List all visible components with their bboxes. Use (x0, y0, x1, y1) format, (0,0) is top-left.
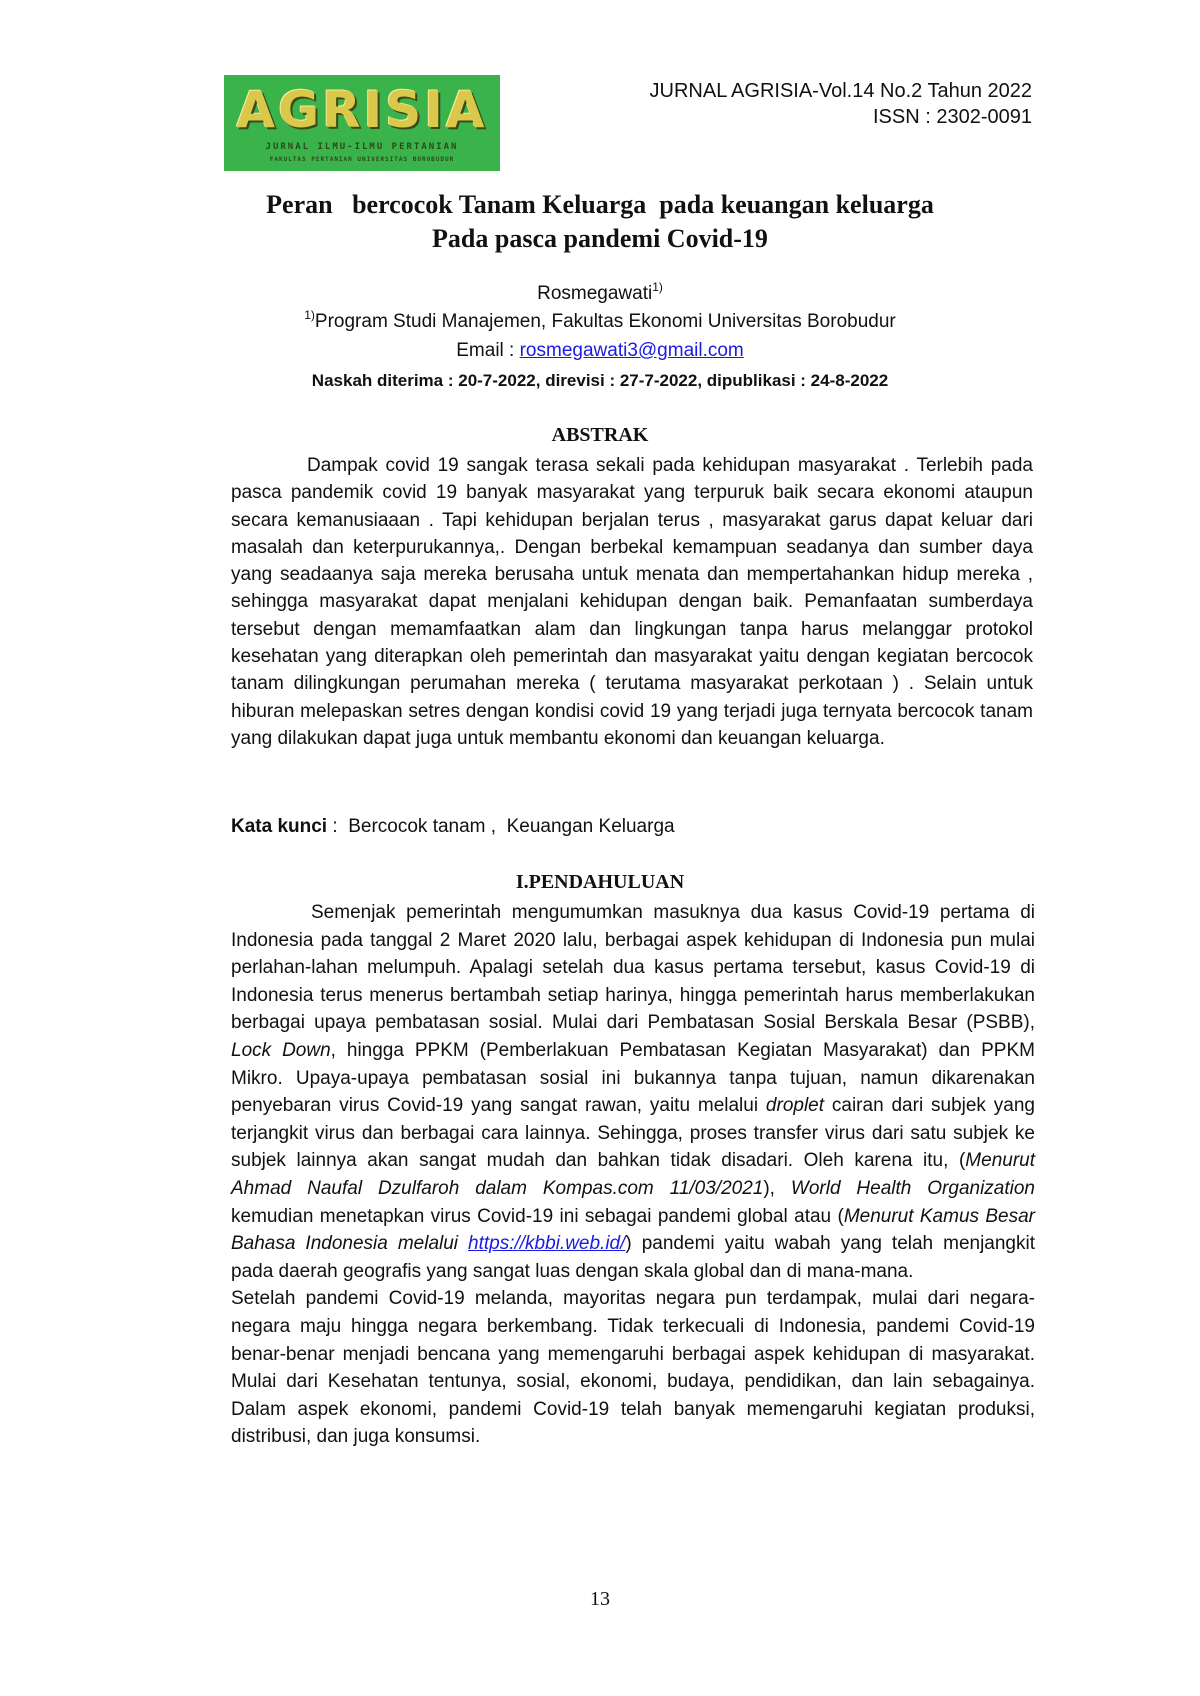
p1-who: World Health Organization (790, 1177, 1035, 1199)
logo-wordmark: AGRISIA (236, 81, 488, 139)
p1-text-e: kemudian menetapkan virus Covid-19 ini sebagai pandemi global atau ( (231, 1205, 844, 1227)
email-line (160, 340, 1040, 362)
affiliation-line (160, 308, 1040, 333)
journal-name: JURNAL AGRISIA-Vol.14 No.2 Tahun 2022 (649, 80, 1032, 102)
author-line (160, 280, 1040, 305)
p1-text-f: ) pandemi yaitu wabah yang telah menjangkit pada daerah geografis yang sangat luas dengan skala global dan di mana-mana. (231, 1233, 1035, 1282)
journal-header (650, 78, 1032, 130)
p1-citation-kbbi: Menurut Kamus Besar Bahasa Indonesia melalui (231, 1205, 1035, 1255)
p1-citation-kompas: Menurut Ahmad Naufal Dzulfaroh dalam Kompas.com 11/03/2021 (231, 1150, 1035, 1199)
p1-text-b: , hingga PPKM (Pemberlakuan Pembatasan Kegiatan Masyarakat) dan PPKM Mikro. Upaya-upaya pembatasan sosial ini bukannya tanpa tujuan, namun dikarenakan penyebaran virus Covid-19 yang sangat rawan, yaitu melalui (231, 1039, 1035, 1117)
journal-logo (224, 75, 500, 171)
kbbi-link[interactable]: https://kbbi.web.id/ (468, 1233, 626, 1255)
p1-text-c: cairan dari subjek yang terjangkit virus dan berbagai cara lainnya. Sehingga, proses transfer virus dari satu subjek ke subjek lainnya akan sangat mudah dan bahkan tidak disadari. Oleh karena itu, ( (231, 1095, 1035, 1172)
logo-subtitle: JURNAL ILMU-ILMU PERTANIAN (265, 142, 459, 152)
author-name: Rosmegawati (537, 283, 653, 304)
p1-text-a: Semenjak pemerintah mengumumkan masuknya dua kasus Covid-19 pertama di Indonesia pada tanggal 2 Maret 2020 lalu, berbagai aspek kehidupan di Indonesia pun mulai perlahan-lahan melumpuh. Apalagi setelah dua kasus pertama tersebut, kasus Covid-19 di Indonesia terus menerus bertambah setiap harinya, hingga pemerintah harus memberlakukan berbagai upaya pembatasan sosial. Mulai dari Pembatasan Sosial Berskala Besar (PSBB), (231, 902, 1035, 1034)
paragraph-1 (231, 899, 1035, 1285)
p1-text-d: ), (763, 1177, 791, 1199)
affiliation: Program Studi Manajemen, Fakultas Ekonomi Universitas Borobudur (314, 311, 896, 332)
p1-lockdown: Lock Down (231, 1039, 331, 1061)
title-line-1: Peran bercocok Tanam Keluarga pada keuangan keluarga (266, 190, 934, 219)
email-label: Email : (456, 340, 520, 361)
logo-subtitle-small: FAKULTAS PERTANIAN UNIVERSITAS BOROBUDUR (269, 156, 455, 163)
abstract-body (231, 452, 1033, 752)
section-heading-pendahuluan: I.PENDAHULUAN (515, 871, 685, 893)
keywords-line (231, 816, 675, 838)
abstract-heading: ABSTRAK (551, 424, 649, 446)
title-line-2: Pada pasca pandemi Covid-19 (432, 224, 768, 253)
section-body (231, 899, 1035, 1451)
p1-droplet: droplet (765, 1095, 825, 1117)
abstract-text: Dampak covid 19 sangak terasa sekali pada kehidupan masyarakat . Terlebih pada pasca pandemik covid 19 banyak masyarakat yang terpuruk baik secara ekonomi ataupun secara kemanusiaaan . Tapi kehidupan berjalan terus , masyarakat garus dapat keluar dari masalah dan keterpurukannya,. Dengan berbekal kemampuan seadanya dan sumber daya yang seadaanya saja mereka berusaha untuk menata dan mempertahankan hidup mereka , sehingga masyarakat dapat menjalani kehidupan dengan baik. Pemanfaatan sumberdaya tersebut dengan memamfaatkan alam dan lingkungan tanpa harus melanggar protokol kesehatan yang diterapkan oleh pemerintah dan masyarakat yaitu dengan kegiatan bercocok tanam dilingkungan perumahan mereka ( terutama masyarakat perkotaan ) . Selain untuk hiburan melepaskan setres dengan kondisi covid 19 yang terjadi juga ternyata bercocok tanam yang dilakukan dapat juga untuk membantu ekonomi dan keuangan keluarga. (231, 455, 1033, 749)
paper-title (160, 188, 1040, 256)
paragraph-2: Setelah pandemi Covid-19 melanda, mayoritas negara pun terdampak, mulai dari negara-negara maju hingga negara berkembang. Tidak terkecuali di Indonesia, pandemi Covid-19 benar-benar menjadi bencana yang memengaruhi berbagai aspek kehidupan di masyarakat. Mulai dari Kesehatan tentunya, sosial, ekonomi, budaya, pendidikan, dan lain sebagainya. Dalam aspek ekonomi, pandemi Covid-19 telah banyak memengaruhi kegiatan produksi, distribusi, dan juga konsumsi. (231, 1288, 1035, 1448)
manuscript-dates: Naskah diterima : 20-7-2022, direvisi : 27-7-2022, dipublikasi : 24-8-2022 (311, 371, 889, 390)
email-link[interactable]: rosmegawati3@gmail.com (519, 340, 744, 361)
author-mark: 1) (652, 280, 663, 294)
journal-issn: ISSN : 2302-0091 (873, 106, 1032, 128)
affiliation-mark: 1) (304, 308, 315, 322)
keywords-label: Kata kunci (231, 816, 328, 837)
keywords: : Bercocok tanam , Keuangan Keluarga (327, 816, 675, 837)
page-number: 13 (590, 1588, 610, 1610)
